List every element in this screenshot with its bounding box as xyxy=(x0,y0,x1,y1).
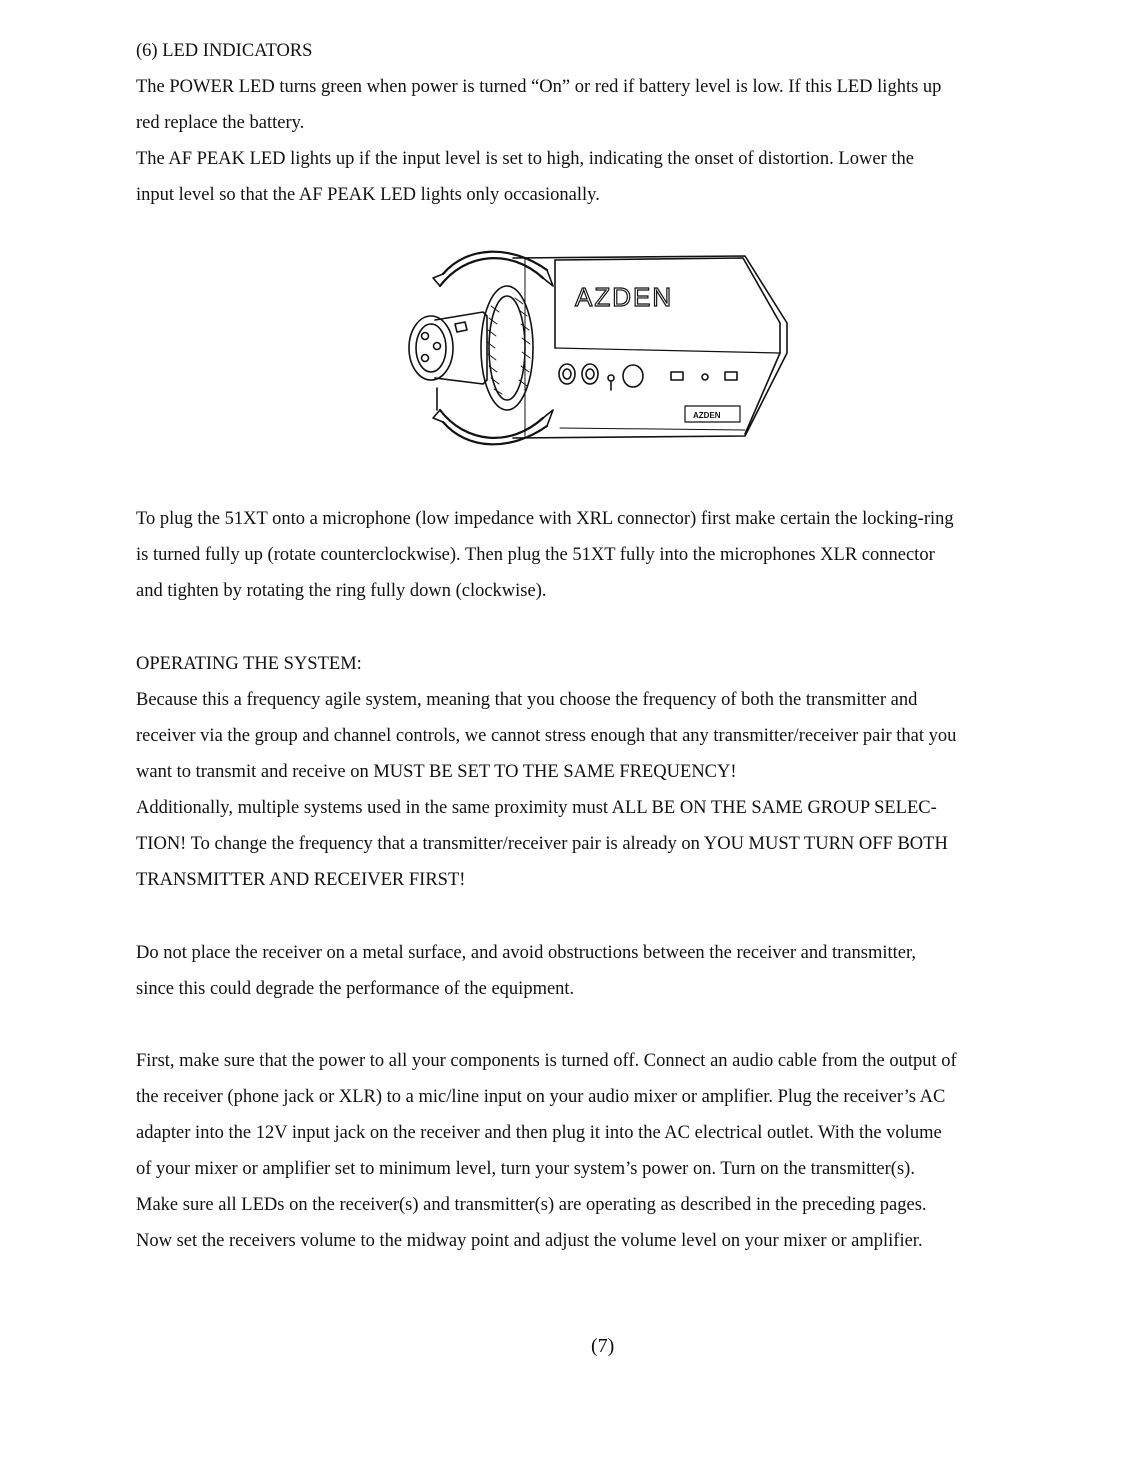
brand-logo: AZDEN xyxy=(575,282,674,312)
paragraph-line: is turned fully up (rotate counterclockwise). Then plug the 51XT fully into the microphones XLR connector xyxy=(136,545,935,565)
section-heading-operating: OPERATING THE SYSTEM: xyxy=(136,654,362,674)
paragraph-line: Make sure all LEDs on the receiver(s) and transmitter(s) are operating as described in the preceding pages. xyxy=(136,1195,927,1215)
paragraph-line: want to transmit and receive on MUST BE SET TO THE SAME FREQUENCY! xyxy=(136,762,737,782)
section-heading-led-indicators: (6) LED INDICATORS xyxy=(136,41,313,61)
paragraph-line: TRANSMITTER AND RECEIVER FIRST! xyxy=(136,870,466,890)
paragraph-line: of your mixer or amplifier set to minimum level, turn your system’s power on. Turn on the transmitter(s). xyxy=(136,1159,915,1179)
paragraph-line: adapter into the 12V input jack on the receiver and then plug it into the AC electrical outlet. With the volume xyxy=(136,1123,942,1143)
paragraph-line: Do not place the receiver on a metal surface, and avoid obstructions between the receiver and transmitter, xyxy=(136,943,917,963)
paragraph-line: since this could degrade the performance of the equipment. xyxy=(136,979,575,999)
paragraph-line: Now set the receivers volume to the midway point and adjust the volume level on your mixer or amplifier. xyxy=(136,1231,923,1251)
small-brand-logo: AZDEN xyxy=(693,411,721,420)
paragraph-line: To plug the 51XT onto a microphone (low impedance with XRL connector) first make certain the locking-ring xyxy=(136,509,954,529)
paragraph-line: Because this a frequency agile system, meaning that you choose the frequency of both the transmitter and xyxy=(136,690,918,710)
paragraph-line: Additionally, multiple systems used in the same proximity must ALL BE ON THE SAME GROUP SELEC- xyxy=(136,798,937,818)
paragraph-line: and tighten by rotating the ring fully down (clockwise). xyxy=(136,581,547,601)
paragraph-line: receiver via the group and channel controls, we cannot stress enough that any transmitter/receiver pair that you xyxy=(136,726,957,746)
paragraph-line: TION! To change the frequency that a transmitter/receiver pair is already on YOU MUST TURN OFF BOTH xyxy=(136,834,948,854)
paragraph-line: red replace the battery. xyxy=(136,113,305,133)
page-number: (7) xyxy=(591,1335,615,1357)
paragraph-line: First, make sure that the power to all your components is turned off. Connect an audio cable from the output of xyxy=(136,1051,957,1071)
paragraph-line: the receiver (phone jack or XLR) to a mic/line input on your audio mixer or amplifier. Plug the receiver’s AC xyxy=(136,1087,946,1107)
paragraph-line: The AF PEAK LED lights up if the input level is set to high, indicating the onset of distortion. Lower the xyxy=(136,149,914,169)
transmitter-illustration xyxy=(395,248,795,448)
paragraph-line: The POWER LED turns green when power is turned “On” or red if battery level is low. If this LED lights up xyxy=(136,77,942,97)
paragraph-line: input level so that the AF PEAK LED lights only occasionally. xyxy=(136,185,600,205)
